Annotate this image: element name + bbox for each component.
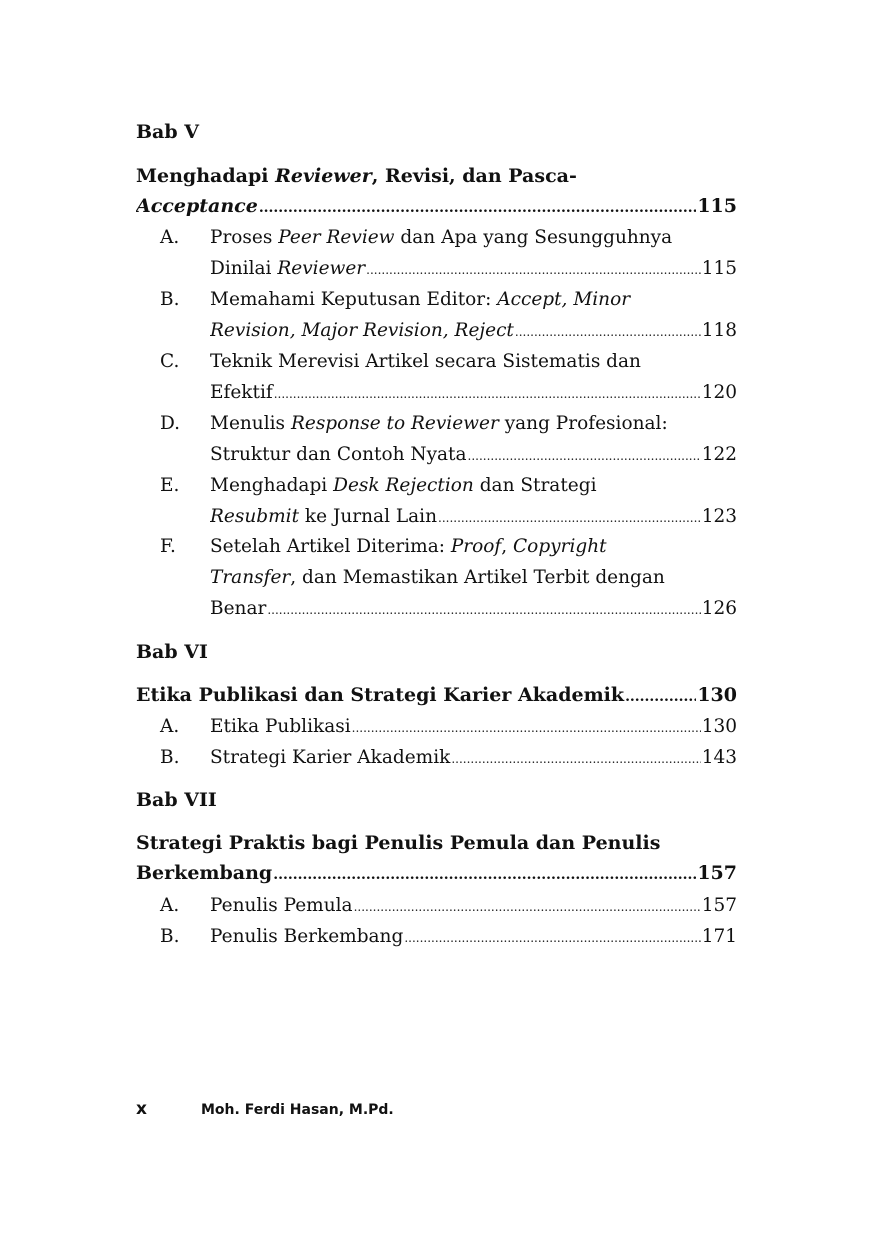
chapter-label: Bab VI [136,641,208,663]
toc-entry[interactable] [136,470,737,532]
text-run: Etika Publikasi [210,716,351,737]
toc-entry[interactable] [136,346,737,408]
title-line-last [136,858,737,888]
toc-entry[interactable] [136,711,737,742]
text-run: Efektif [210,382,273,403]
dot-leader [468,439,701,470]
entry-text [210,377,273,408]
entry-letter: A. [160,716,180,737]
entry-text [210,890,353,921]
dot-leader [366,253,701,284]
italic-text: Transfer [210,567,291,588]
entry-text [210,921,403,952]
title-text [136,858,272,888]
italic-text: Desk Rejection [333,475,474,496]
chapter-label: Bab VII [136,789,217,811]
dot-leader [451,742,700,773]
page-number: 123 [701,506,737,527]
text-run: yang Profesional: [498,413,668,434]
entry-text [210,501,437,532]
italic-text: Copyright [513,536,607,557]
toc-entry[interactable] [136,284,737,346]
entry-line-last [210,742,737,773]
entry-line-last [210,253,737,284]
toc-entry[interactable] [136,921,737,952]
text-run: Teknik Merevisi Artikel secara Sistematis dan [210,351,641,372]
entry-line-last [210,921,737,952]
entry-line-last [210,711,737,742]
text-run: Menghadapi [210,475,334,496]
entry-letter: A. [160,895,180,916]
dot-leader [404,921,700,952]
text-run: Penulis Pemula [210,895,353,916]
entry-line-last [210,593,737,624]
text-run: Penulis Berkembang [210,926,404,947]
text-run: Struktur dan Contoh Nyata [210,444,467,465]
page-number: 115 [697,195,737,217]
italic-text: Revision, Major Revision, Reject [210,320,514,341]
page-number: 143 [701,747,737,768]
entry-text [210,315,514,346]
text-run: , dan Memastikan Artikel Terbit dengan [290,567,665,588]
text-run: Dinilai [210,258,278,279]
entry-letter: C. [160,351,180,372]
italic-text: Response to Reviewer [290,413,499,434]
entry-line-last [210,501,737,532]
entry-text [210,742,450,773]
italic-text: Proof [450,536,502,557]
italic-text: Reviewer [277,258,366,279]
entry-letter: B. [160,747,180,768]
page-number: 118 [701,320,737,341]
entry-line [210,222,737,253]
text-run: Etika Publikasi dan Strategi Karier Akademik [136,684,625,706]
italic-text: Accept, Minor [497,289,631,310]
entry-text [210,253,365,284]
text-run: Strategi Karier Akademik [210,747,451,768]
entry-letter: E. [160,475,180,496]
entry-line-last [210,315,737,346]
entry-line [210,346,737,377]
dot-leader [438,501,701,532]
title-text [136,191,258,221]
italic-text: Peer Review [278,227,395,248]
entry-line [210,284,737,315]
text-run: Menghadapi [136,165,276,187]
page-number: 130 [697,684,737,706]
toc-entry[interactable] [136,408,737,470]
italic-text: Reviewer [275,165,372,187]
italic-text: Resubmit [210,506,300,527]
entry-line [210,531,737,562]
text-run: Berkembang [136,862,273,884]
italic-text: Acceptance [136,195,258,217]
text-run: dan Strategi [473,475,597,496]
entry-letter: A. [160,227,180,248]
toc-entry[interactable] [136,531,737,624]
toc-entry[interactable] [136,222,737,284]
dot-leader [273,858,696,888]
text-run: Memahami Keputusan Editor: [210,289,498,310]
footer-page-number: x [136,1099,147,1119]
text-run: Proses [210,227,279,248]
entry-letter: F. [160,536,176,557]
text-run: Strategi Praktis bagi Penulis Pemula dan Penulis [136,832,661,854]
footer-author: Moh. Ferdi Hasan, M.Pd. [201,1102,394,1118]
title-line [136,828,737,858]
text-run: Setelah Artikel Diterima: [210,536,451,557]
dot-leader [515,315,701,346]
page-number: 115 [701,258,737,279]
toc-entry[interactable] [136,742,737,773]
page-number: 157 [701,895,737,916]
dot-leader [274,377,701,408]
entry-text [210,439,467,470]
page-number: 171 [701,926,737,947]
chapter-label: Bab V [136,121,200,143]
text-run: Benar [210,598,267,619]
entry-line [210,408,737,439]
title-line [136,161,737,191]
entry-line-last [210,377,737,408]
dot-leader [354,890,701,921]
text-run: ke Jurnal Lain [299,506,438,527]
entry-line [210,562,737,593]
dot-leader [259,191,697,221]
chapter-title[interactable] [136,828,737,888]
page-number: 157 [697,862,737,884]
text-run: dan Apa yang Sesungguhnya [394,227,673,248]
toc-entry[interactable] [136,890,737,921]
entry-text [210,593,266,624]
text-run: Menulis [210,413,291,434]
dot-leader [625,680,696,710]
dot-leader [352,711,701,742]
title-text [136,680,624,710]
entry-line [210,470,737,501]
page-number: 126 [701,598,737,619]
entry-line-last [210,439,737,470]
title-line-last [136,680,737,710]
text-run: , [501,536,514,557]
page-number: 130 [701,716,737,737]
entry-text [210,711,351,742]
page-number: 122 [701,444,737,465]
chapter-title[interactable] [136,161,737,221]
page-number: 120 [701,382,737,403]
entry-letter: B. [160,926,180,947]
entry-letter: B. [160,289,180,310]
entry-line-last [210,890,737,921]
chapter-title[interactable] [136,680,737,710]
entry-letter: D. [160,413,181,434]
title-line-last [136,191,737,221]
dot-leader [267,593,700,624]
text-run: , Revisi, dan Pasca- [371,165,577,187]
